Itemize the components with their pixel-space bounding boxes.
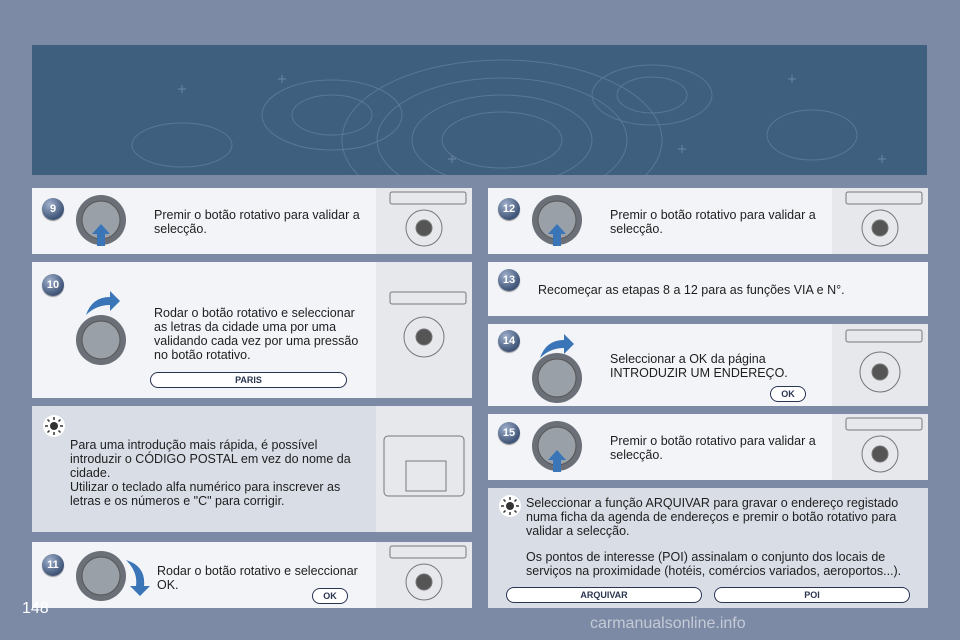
ok-button[interactable]: OK (770, 386, 806, 402)
device-illustration (832, 414, 928, 480)
step-11-panel (32, 542, 472, 608)
tip-2-text-2: Os pontos de interesse (POI) assinalam o conjunto dos locais de serviços na proximidade (hotéis, comércios variados, aeroportos...). (526, 550, 902, 578)
step-number-badge: 15 (498, 422, 520, 444)
topographic-pattern (32, 45, 927, 175)
step-9-text: Premir o botão rotativo para validar a selecção. (154, 208, 360, 236)
device-illustration (376, 542, 472, 608)
step-14-panel (488, 324, 928, 406)
step-number-badge: 9 (42, 198, 64, 220)
keypad-device-illustration (376, 406, 472, 532)
rotary-knob-icon (75, 550, 127, 602)
tip-panel-postcode (32, 406, 472, 532)
step-number-badge: 10 (42, 274, 64, 296)
paris-button[interactable]: PARIS (150, 372, 347, 388)
arquivar-button[interactable]: ARQUIVAR (506, 587, 702, 603)
device-illustration (376, 188, 472, 254)
watermark: carmanualsonline.info (590, 615, 746, 632)
poi-button[interactable]: POI (714, 587, 910, 603)
tip-sun-icon (42, 414, 66, 438)
step-10-text: Rodar o botão rotativo e seleccionar as letras da cidade uma por uma validando cada vez por uma pressão no botão rotativo. (154, 306, 359, 362)
tip-2-text-1: Seleccionar a função ARQUIVAR para gravar o endereço registado numa ficha da agenda de endereços e premir o botão rotativo para validar a selecção. (526, 496, 899, 538)
step-11-text: Rodar o botão rotativo e seleccionar OK. (157, 564, 358, 592)
rotary-knob-icon (75, 314, 127, 366)
step-number-badge: 13 (498, 269, 520, 291)
step-15-panel (488, 414, 928, 480)
step-13-panel (488, 262, 928, 316)
rotate-arrow-icon (82, 287, 122, 317)
device-illustration (832, 188, 928, 254)
device-illustration (832, 324, 928, 406)
tip-1-text: Para uma introdução mais rápida, é possível introduzir o CÓDIGO POSTAL em vez do nome da cidade. Utilizar o teclado alfa numérico para inscrever as letras e os números e "C" para corrigir. (70, 438, 351, 508)
device-illustration (376, 262, 472, 398)
step-9-panel (32, 188, 472, 254)
rotary-knob-icon (531, 352, 583, 404)
step-13-text: Recomeçar as etapas 8 a 12 para as funções VIA e N°. (538, 283, 845, 297)
ok-button[interactable]: OK (312, 588, 348, 604)
step-12-panel (488, 188, 928, 254)
step-10-panel (32, 262, 472, 398)
step-number-badge: 12 (498, 198, 520, 220)
step-14-text: Seleccionar a OK da página INTRODUZIR UM ENDEREÇO. (610, 352, 788, 380)
rotary-knob-press-icon (531, 194, 583, 246)
rotary-knob-press-icon (531, 420, 583, 472)
map-banner (32, 45, 927, 175)
rotate-arrow-icon (122, 558, 152, 598)
rotary-knob-press-icon (75, 194, 127, 246)
step-number-badge: 11 (42, 554, 64, 576)
page-number: 148 (22, 600, 49, 617)
tip-sun-icon (498, 494, 522, 518)
tip-panel-arquivar (488, 488, 928, 608)
step-15-text: Premir o botão rotativo para validar a selecção. (610, 434, 816, 462)
step-number-badge: 14 (498, 330, 520, 352)
step-12-text: Premir o botão rotativo para validar a selecção. (610, 208, 816, 236)
